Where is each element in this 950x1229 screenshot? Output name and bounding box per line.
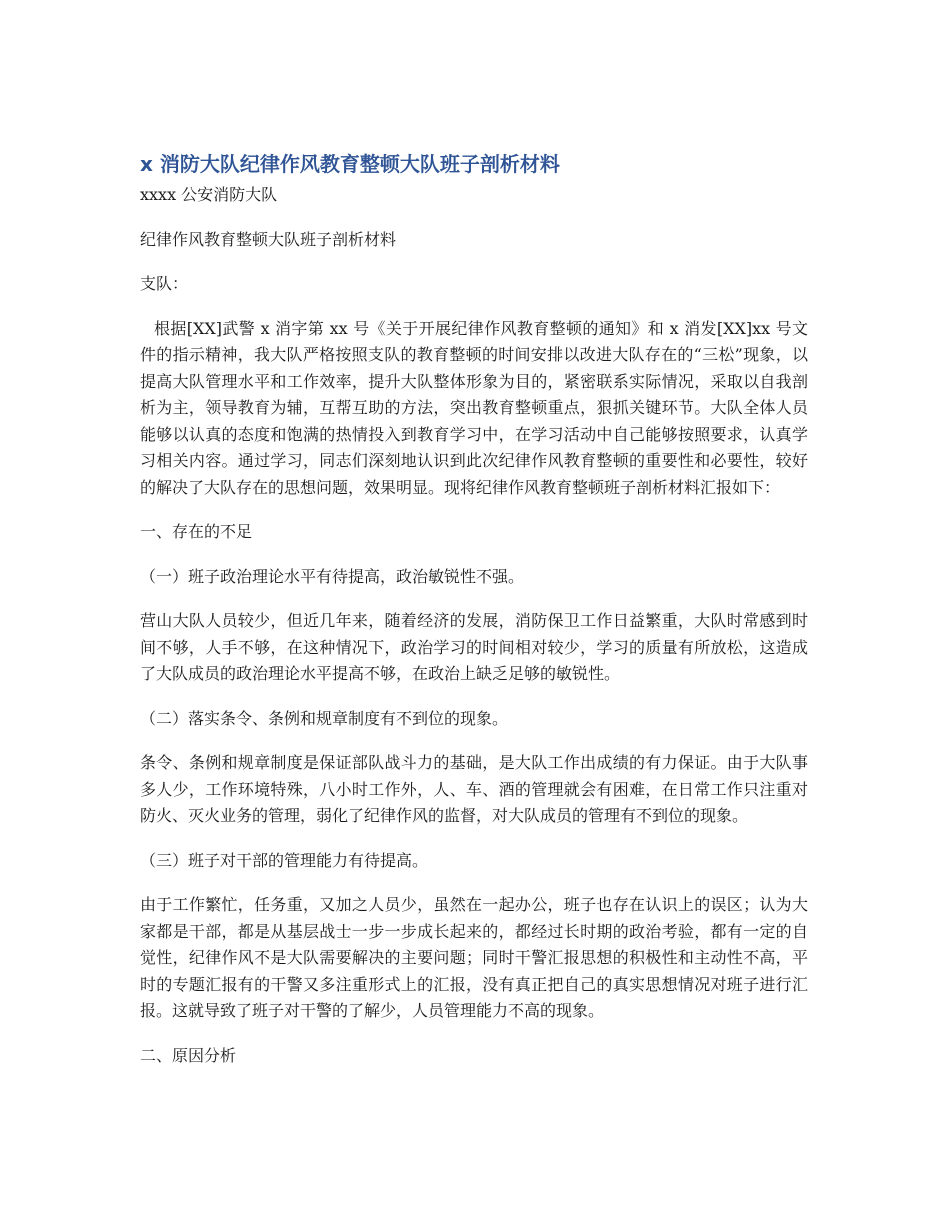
subheading-political-theory: （一）班子政治理论水平有待提高，政治敏锐性不强。 (140, 566, 525, 586)
document-author: xxxx 公安消防大队 (140, 185, 278, 204)
salutation: 支队： (140, 274, 189, 293)
paragraph-political-theory: 营山大队人员较少，但近几年来，随着经济的发展，消防保卫工作日益繁重，大队时常感到时间不够，人手不够，在这种情况下，政治学习的时间相对较少，学习的质量有所放松，这造成了大队成员的政治理论水平提高不够，在政治上缺乏足够的敏锐性。 (140, 611, 808, 683)
document-title: x 消防大队纪律作风教育整顿大队班子剖析材料 (140, 152, 560, 176)
paragraph-cadre-management: 由于工作繁忙，任务重，又加之人员少，虽然在一起办公，班子也存在认识上的误区；认为大家都是干部，都是从基层战士一步一步成长起来的，都经过长时期的政治考验，都有一定的自觉性，纪律作风不是大队需要解决的主要问题；同时干警汇报思想的积极性和主动性不高，平时的专题汇报有的干警又多注重形式上的汇报，没有真正把自己的真实思想情况对班子进行汇报。这就导致了班子对干警的了解少，人员管理能力不高的现象。 (140, 895, 808, 1020)
paragraph-regulations: 条令、条例和规章制度是保证部队战斗力的基础，是大队工作出成绩的有力保证。由于大队事多人少，工作环境特殊，八小时工作外，人、车、酒的管理就会有困难，在日常工作只注重对防火、灭火业务的管理，弱化了纪律作风的监督，对大队成员的管理有不到位的现象。 (140, 753, 808, 825)
subheading-cadre-management: （三）班子对干部的管理能力有待提高。 (140, 850, 429, 870)
section-heading-shortcomings: 一、存在的不足 (140, 522, 253, 541)
subheading-regulations: （二）落实条令、条例和规章制度有不到位的现象。 (140, 708, 509, 728)
intro-paragraph: 根据[XX]武警 x 消字第 xx 号《关于开展纪律作风教育整顿的通知》和 x 消发[XX]xx 号文件的指示精神，我大队严格按照支队的教育整顿的时间安排以改进大队存在的“三松”现象，以提高大队管理水平和工作效率，提升大队整体形象为目的，紧密联系实际情况，采取以自我剖析为主，领导教育为辅，互帮互助的方法，突出教育整顿重点，狠抓关键环节。大队全体人员能够以认真的态度和饱满的热情投入到教育学习中，在学习活动中自己能够按照要求，认真学习相关内容。通过学习，同志们深刻地认识到此次纪律作风教育整顿的重要性和必要性，较好的解决了大队存在的思想问题，效果明显。现将纪律作风教育整顿班子剖析材料汇报如下： (140, 318, 808, 497)
section-heading-cause-analysis: 二、原因分析 (140, 1045, 237, 1065)
document-page (140, 148, 808, 1069)
document-subtitle: 纪律作风教育整顿大队班子剖析材料 (140, 229, 397, 249)
